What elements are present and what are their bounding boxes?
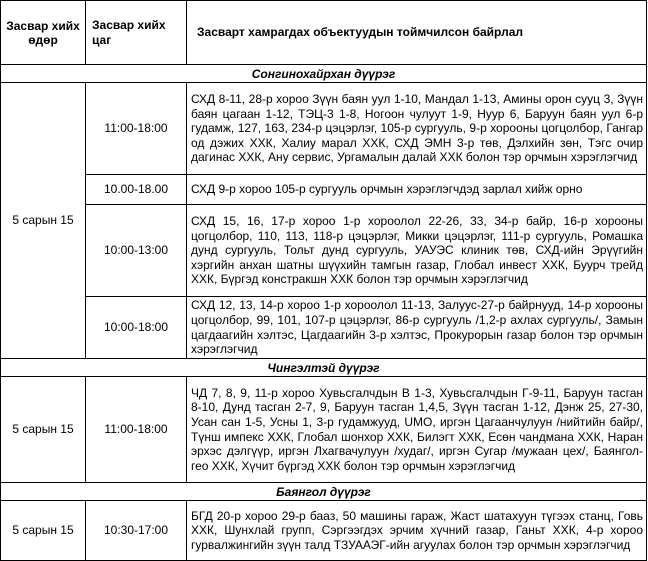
time-cell: 11:00-18:00	[86, 83, 187, 175]
table-row	[1, 377, 647, 483]
table-row	[1, 83, 647, 175]
header-description: Засварт хамрагдах объектуудын тоймчилсон байрлал	[187, 1, 647, 65]
date-cell: 5 сарын 15	[1, 501, 86, 561]
description-cell: ЧД 7, 8, 9, 11-р хороо Хувьсгалчдын В 1-3, Хувьсгалчдын Г-9-11, Баруун тасган 8-10, Дунд тасган 2-7, 9, Баруун тасган 1,4,5, Зүүн тасган 1-12, Дэнж 25, 27-30, Усан сан 1-5, Усны 1, 3-р гудамжууд, UMO, иргэн Цагаанчулуун /нийтийн байр/, Түнш импекс ХХК, Глобал шонхор ХХК, Билэгт ХХК, Есөн чандмана ХХК, Наран эрхэс дэлгүүр, иргэн Лхагвачулуун /худаг/, иргэн Сугар /мужаан цех/, Баянгол-гео ХХК, Хүчит бүргэд ХХК болон тэр орчмын хэрэглэгчид	[187, 377, 647, 483]
table-row	[1, 501, 647, 561]
table-row	[1, 175, 647, 205]
header-date: Засвар хийх өдөр	[1, 1, 86, 65]
district-row	[1, 483, 647, 501]
date-cell: 5 сарын 15	[1, 377, 86, 483]
district-title: Баянгол дүүрэг	[1, 483, 647, 501]
time-cell: 10:30-17:00	[86, 501, 187, 561]
time-cell: 10:00-13:00	[86, 205, 187, 297]
description-cell: БГД 20-р хороо 29-р бааз, 50 машины гараж, Жаст шатахуун түгээх станц, Говь ХХК, Шунхлай групп, Сэргээгдэх эрчим хүчний газар, Ганьт ХХК, 4-р хороо гурвалжингийн зүүн талд ТЗУААЭГ-ийн агуулах болон тэр орчмын хэрэглэгчид	[187, 501, 647, 561]
table-row	[1, 297, 647, 359]
description-cell: СХД 9-р хороо 105-р сургууль орчмын хэрэглэгчдэд зарлал хийж орно	[187, 175, 647, 205]
date-cell: 5 сарын 15	[1, 83, 86, 359]
district-title: Сонгинохайрхан дүүрэг	[1, 65, 647, 83]
time-cell: 11:00-18:00	[86, 377, 187, 483]
description-cell: СХД 8-11, 28-р хороо Зүүн баян уул 1-10, Мандал 1-13, Амины орон сууц 3, Зүүн баян цагаан 1-12, ТЭЦ-3 1-8, Ногоон чулуут 1-9, Нуур 6, Баруун баян уул 6-р гудамж, 127, 163, 234-р цэцэрлэг, 105-р сургууль, 9-р хорооны цогцолбор, Гангар од дэжих ХХК, Халиу марал ХХК, СХД ЭМН 3-р төв, Дэлхийн зөн, Тэгс очир дагинас ХХК, Ану сервис, Ургамалын далай ХХК болон тэр орчмын хэрэглэгчид	[187, 83, 647, 175]
district-row	[1, 65, 647, 83]
description-cell: СХД 15, 16, 17-р хороо 1-р хороолол 22-26, 33, 34-р байр, 16-р хорооны цогцолбор, 110, 113, 118-р цэцэрлэг, Микки цэцэрлэг, 111-р сургууль, Ромашка дунд сургууль, Тольт дунд сургууль, УАУЭС клиник төв, СХД-ийн Эрүүгийн хэргийн анхан шатны шүүхийн тамгын газар, Глобал инвест ХХК, Буурч трейд ХХК, Бүргэд констракшн ХХК болон тэр орчмын хэрэглэгчид	[187, 205, 647, 297]
district-row	[1, 359, 647, 377]
district-title: Чингэлтэй дүүрэг	[1, 359, 647, 377]
time-cell: 10:00-18:00	[86, 297, 187, 359]
time-cell: 10.00-18.00	[86, 175, 187, 205]
header-row	[1, 1, 647, 65]
header-time: Засвар хийх цаг	[86, 1, 187, 65]
table-row	[1, 205, 647, 297]
description-cell: СХД 12, 13, 14-р хороо 1-р хороолол 11-13, Залуус-27-р байрнууд, 14-р хорооны цогцолбор, 99, 101, 107-р цэцэрлэг, 86-р сургууль /1,2-р ахлах сургууль/, Замын цагдаагийн хэлтэс, Цагдаагийн 3-р хэлтэс, Прокурорын газар болон тэр орчмын хэрэглэгчид	[187, 297, 647, 359]
